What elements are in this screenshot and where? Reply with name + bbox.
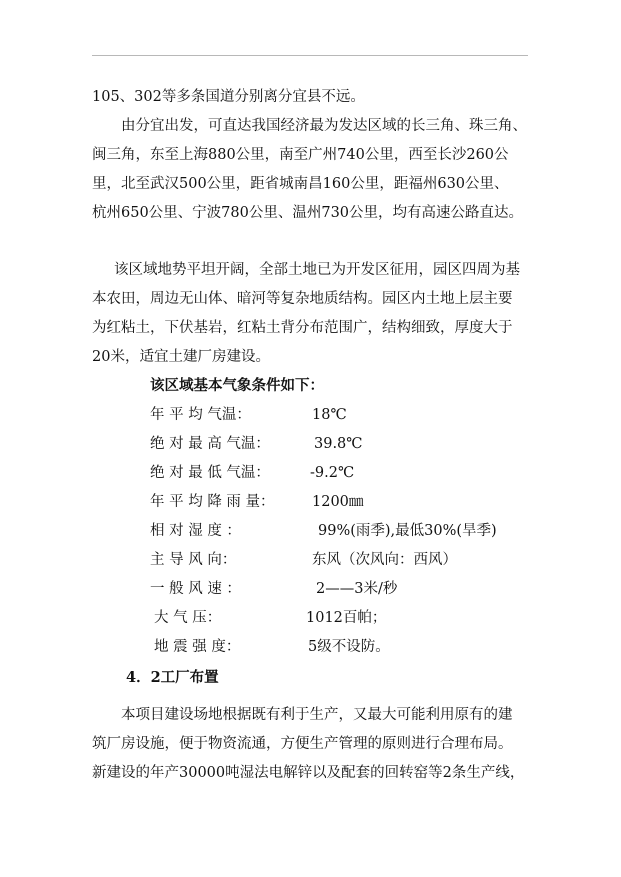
para-line: 新建设的年产30000吨湿法电解锌以及配套的回转窑等2条生产线， — [92, 765, 525, 781]
section-heading: 4．2工厂布置 — [126, 669, 219, 686]
para-line: 为红粘土，下伏基岩，红粘土背分布范围广，结构细致，厚度大于 — [92, 320, 513, 336]
para-line: 本项目建设场地根据既有利于生产，又最大可能利用原有的建 — [121, 707, 513, 723]
climate-label: 主 导 风 向： — [150, 552, 237, 568]
climate-label: 大 气 压： — [154, 610, 222, 626]
climate-label: 年 平 均 降 雨 量： — [150, 494, 275, 510]
climate-label: 相 对 湿 度 ： — [150, 523, 241, 539]
climate-value: 18℃ — [312, 407, 347, 423]
climate-label: 绝 对 最 低 气温： — [150, 465, 270, 481]
para-line: 20米，适宜土建厂房建设。 — [92, 349, 270, 365]
climate-value: 东风（次风向：西风） — [312, 552, 457, 568]
climate-label: 绝 对 最 高 气温： — [150, 436, 270, 452]
para-line: 该区域地势平坦开阔，全部土地已为开发区征用，园区四周为基 — [114, 262, 520, 278]
climate-value: 1200㎜ — [312, 494, 364, 510]
climate-value: 39.8℃ — [314, 436, 363, 452]
climate-label: 一 般 风 速 ： — [150, 581, 241, 597]
climate-value: 99%(雨季),最低30%(旱季) — [318, 523, 497, 539]
climate-value: 2——3米/秒 — [316, 581, 398, 597]
para-line: 闽三角，东至上海880公里，南至广州740公里，西至长沙260公 — [92, 147, 509, 163]
para-line: 本农田，周边无山体、暗河等复杂地质结构。园区内土地上层主要 — [92, 291, 513, 307]
para-line: 杭州650公里、宁波780公里、温州730公里，均有高速公路直达。 — [92, 205, 524, 221]
para-line: 由分宜出发，可直达我国经济最为发达区域的长三角、珠三角、 — [121, 118, 527, 134]
climate-label: 地 震 强 度： — [154, 639, 241, 655]
climate-value: 1012百帕； — [306, 610, 387, 626]
para-line: 105、302等多条国道分别离分宜县不远。 — [92, 89, 365, 105]
climate-label: 年 平 均 气温： — [150, 407, 251, 423]
climate-value: 5级不设防。 — [308, 639, 390, 655]
para-line: 筑厂房设施，便于物资流通，方便生产管理的原则进行合理布局。 — [92, 736, 513, 752]
header-rule — [92, 55, 528, 56]
climate-value: -9.2℃ — [310, 465, 355, 481]
para-line: 里，北至武汉500公里，距省城南昌160公里，距福州630公里、 — [92, 176, 509, 192]
climate-heading: 该区域基本气象条件如下： — [150, 377, 324, 394]
